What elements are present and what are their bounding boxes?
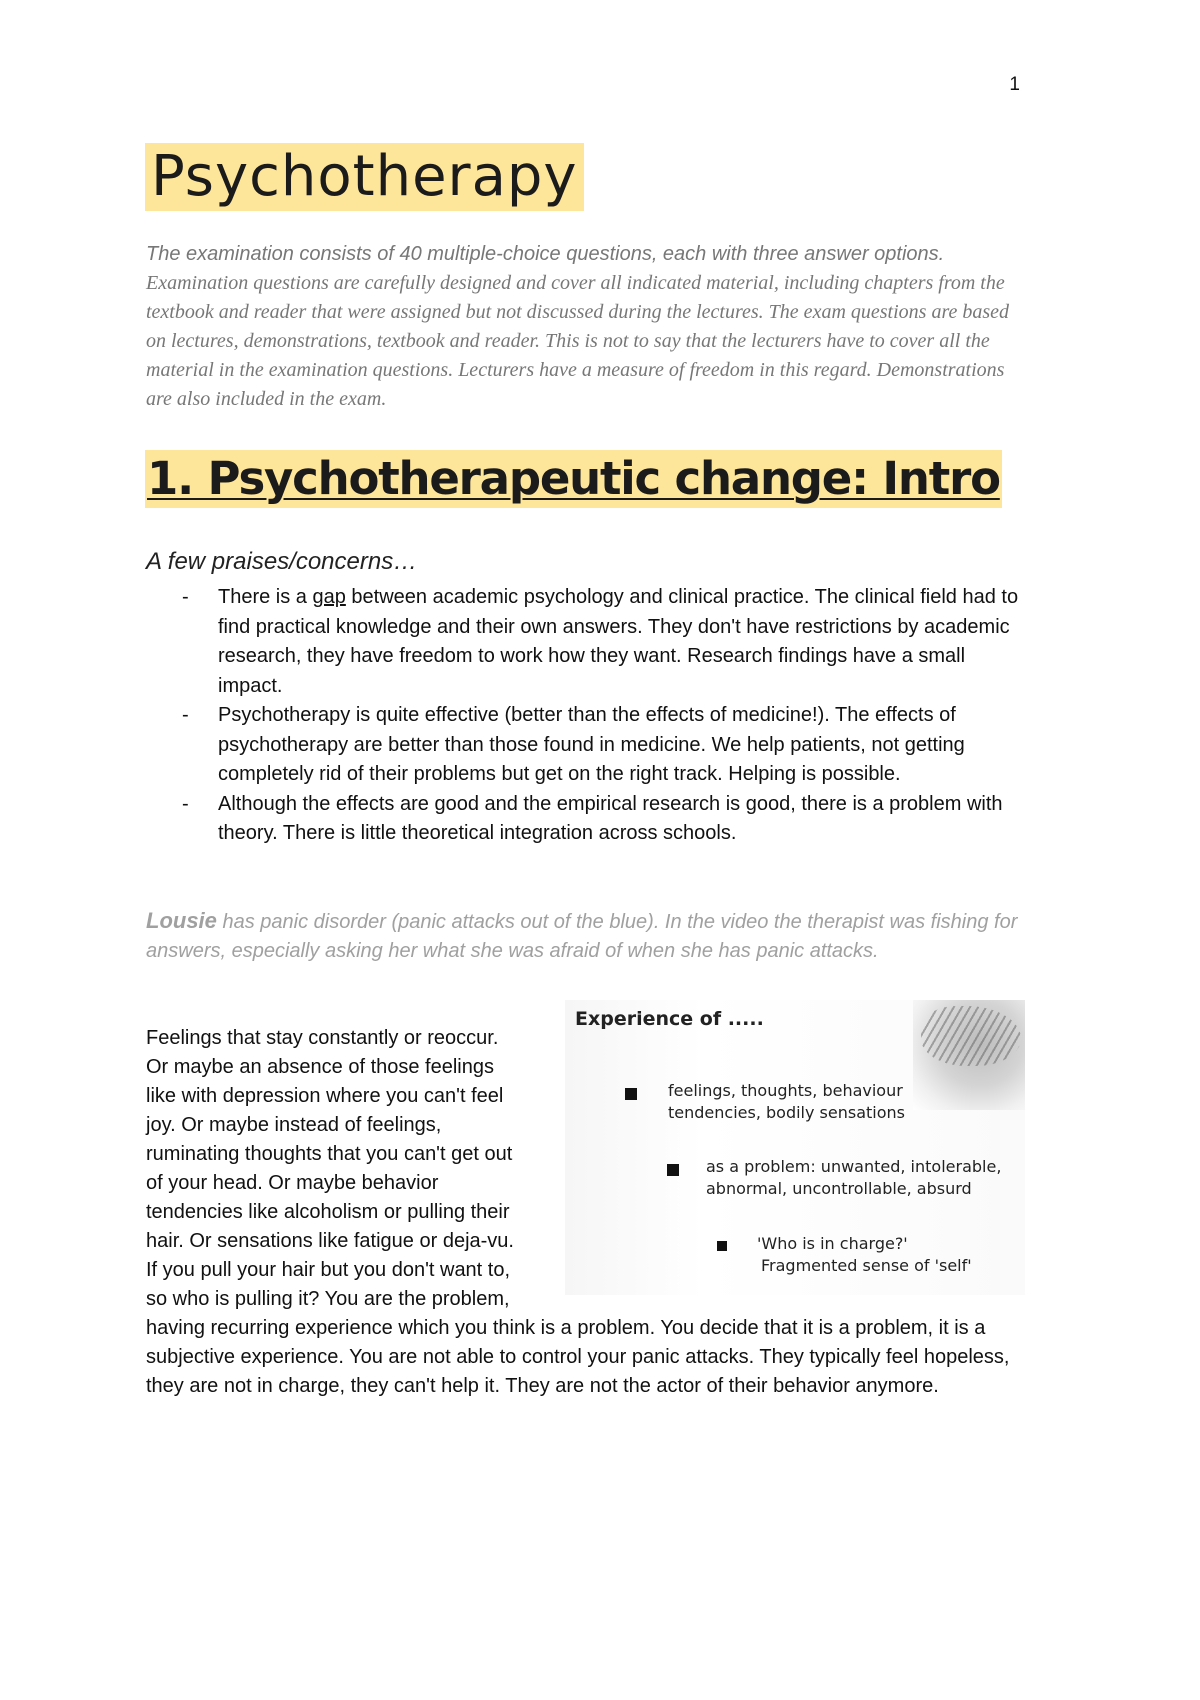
slide-item	[706, 1156, 1001, 1200]
bullet-item	[146, 701, 1026, 790]
slide-item-line: as a problem: unwanted, intolerable,	[706, 1157, 1002, 1176]
bullet-list	[146, 583, 1026, 849]
slide-item	[668, 1080, 905, 1124]
slide-title: Experience of .....	[575, 1008, 764, 1030]
experience-slide	[565, 1000, 1025, 1295]
square-bullet-icon	[717, 1241, 727, 1251]
case-paragraph	[146, 907, 1026, 965]
dash-bullet-icon: -	[182, 704, 189, 726]
case-name: Lousie	[146, 908, 217, 933]
section-heading: 1. Psychotherapeutic change: Intro	[145, 450, 1002, 508]
slide-item-line: 'Who is in charge?'	[757, 1234, 908, 1253]
case-text: has panic disorder (panic attacks out of the blue). In the video the therapist was fishing for answers, especially asking her what she was afraid of when she has panic attacks.	[146, 911, 1018, 962]
document-title: Psychotherapy	[145, 143, 584, 211]
dash-bullet-icon: -	[182, 586, 189, 608]
bullet-item	[146, 583, 1026, 701]
bullet-text: between academic psychology and clinical practice. The clinical field had to find practical knowledge and their own answers. They don't have restrictions by academic research, they have freedom to work how they want. Research findings have a small impact.	[218, 586, 1019, 697]
slide-item-line: tendencies, bodily sensations	[668, 1103, 905, 1122]
slide-item-line: abnormal, uncontrollable, absurd	[706, 1179, 972, 1198]
slide-item	[757, 1233, 972, 1277]
exam-intro-serif: Examination questions are carefully designed and cover all indicated material, including chapters from the textbook and reader that were assigned but not discussed during the lectures. The exam questions are based on lectures, demonstrations, textbook and reader. This is not to say that the lecturers have to cover all the material in the examination questions. Lecturers have a measure of freedom in this regard. Demonstrations are also included in the exam.	[146, 272, 1010, 410]
slide-photo	[913, 1000, 1025, 1110]
square-bullet-icon	[667, 1164, 679, 1176]
bullet-text: Although the effects are good and the empirical research is good, there is a problem with theory. There is little theoretical integration across schools.	[218, 792, 1003, 844]
hair-photo-icon	[921, 1006, 1021, 1066]
square-bullet-icon	[625, 1088, 637, 1100]
page-number: 1	[1009, 74, 1020, 95]
exam-intro	[146, 240, 1016, 414]
slide-item-line: Fragmented sense of 'self'	[761, 1256, 972, 1275]
feelings-text: Feelings that stay constantly or reoccur. Or maybe an absence of those feelings like with depression where you can't feel joy. Or maybe instead of feelings, ruminating thoughts that you can't get out of your head. Or maybe behavior tendencies like alcoholism or pulling their hair. Or sensations like fatigue or deja-vu. If you pull your hair but you don't want to, so who is pulling it? You are the problem, having recurring experience which you think is a problem. You decide that it is a problem, it is a subjective experience. You are not able to control your panic attacks. They typically feel hopeless, they are not in charge, they can't help it. They are not the actor of their behavior anymore.	[146, 1027, 1010, 1397]
underlined-word: gap	[312, 586, 346, 608]
exam-intro-sans: The examination consists of 40 multiple-choice questions, each with three answer options.	[146, 243, 945, 265]
subheading: A few praises/concerns…	[146, 548, 418, 575]
bullet-text: Psychotherapy is quite effective (better than the effects of medicine!). The effects of psychotherapy are better than those found in medicine. We help patients, not getting completely rid of their problems but get on the right track. Helping is possible.	[218, 704, 965, 785]
slide-item-line: feelings, thoughts, behaviour	[668, 1081, 903, 1100]
dash-bullet-icon: -	[182, 792, 189, 815]
bullet-item	[146, 790, 1026, 849]
bullet-text: There is a	[218, 586, 313, 608]
